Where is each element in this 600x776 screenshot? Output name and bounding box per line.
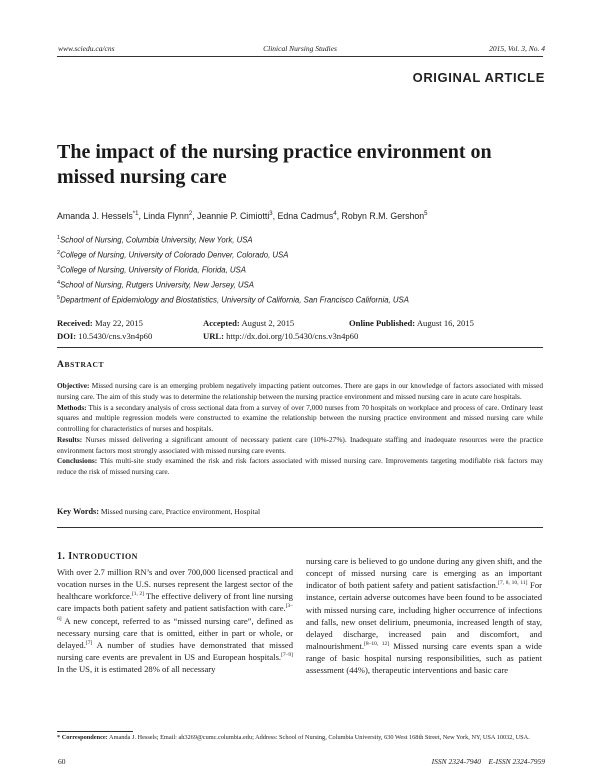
received-date [57,318,143,328]
affiliation-text: School of Nursing, Columbia University, New York, USA [60,235,253,245]
citation[interactable]: [1, 2] [131,591,144,598]
footnote-label: * Correspondence: [57,734,108,741]
page-number: 60 [58,757,66,766]
published-date [349,318,474,328]
citation[interactable]: [7, 8, 10, 11] [497,580,528,587]
objective-text: Missed nursing care is an emerging problem negatively impacting patient outcomes. There are gaps in our knowledge of factors associated with missed nursing care. The aim of this study was to determine the relationship between the nursing practice environment and missed nursing care in acute care hospitals. [57,381,543,401]
accepted-label: Accepted: [203,318,240,328]
body-text: For instance, certain adverse outcomes have been found to be associated with missed nursing care, including higher occurrence of infections and falls, new onset delirium, pneumonia, increased length of stay, delayed discharge, increased pain and discomfort, and malnourishment. [306,580,542,652]
article-url [203,331,358,341]
body-text: With over 2.7 million RN’s and over 700,000 licensed practical and vocation nurses in the U.S. nurses represent the largest sector of the healthcare workforce. [57,567,293,602]
body-text: In the US, it is estimated 28% of all necessary [57,664,216,675]
author-list: Amanda J. Hessels$^{*1}$, Linda Flynn$^2$, Jeannie P. Cimiotti$^3$, Edna Cadmus$^4$, Robyn R.M. Gershon$^5$ [57,211,428,221]
body-text: Missed nursing care events span a wide range of basic hospital nursing responsibilities, such as patient assessment (44%), therapeutic interventions and basic care [306,641,542,676]
accepted-value: August 2, 2015 [241,318,295,328]
published-value: August 16, 2015 [416,318,474,328]
journal-name: Clinical Nursing Studies [263,44,337,53]
doi-value: 10.5430/cns.v3n4p60 [78,331,153,341]
citation[interactable]: [3–6] [57,603,293,622]
affiliation-text: Department of Epidemiology and Biostatistics, University of California, San Francisco California, USA [60,295,409,305]
body-text: nursing care is believed to go undone during any given shift, and the concept of missed nursing care is emerging as an important indicator of both patient safety and patient satisfaction. [306,556,542,591]
affiliation-item [57,262,537,277]
keywords [57,507,260,516]
abstract-conclusions [57,456,543,478]
abstract-heading-initial: A [57,360,65,370]
affiliation-mark: 2 [57,249,61,256]
article-type-label: ORIGINAL ARTICLE [412,70,545,85]
author-affiliation-mark: 2 [188,211,193,218]
title-line-2: missed nursing care [57,166,227,188]
received-value: May 22, 2015 [94,318,143,328]
citation[interactable]: [8–10, 12] [364,641,390,648]
citation[interactable]: [7] [85,640,93,647]
footnote-text: Amanda J. Hessels; Email: ah3269@cumc.columbia.edu; Address: School of Nursing, Columbia University, 630 West 168th Street, New York, NY, USA 10032, USA. [109,734,530,741]
journal-volume: 2015, Vol. 3, No. 4 [489,44,545,53]
citation[interactable]: [7–9] [281,652,293,659]
received-label: Received: [57,318,93,328]
title-line-1: The impact of the nursing practice environment on [57,141,492,163]
author-name: Amanda J. Hessels [57,211,133,221]
section-heading-rest: NTRODUCTION [72,552,138,561]
author-affiliation-mark: 5 [424,211,428,218]
conclusions-label: Conclusions: [57,456,98,466]
correspondence-footnote [57,733,543,742]
affiliation-item [57,292,537,307]
methods-label: Methods: [57,402,87,412]
article-title [57,140,527,190]
body-column-left [57,566,293,675]
url-link[interactable]: http://dx.doi.org/10.5430/cns.v3n4p60 [226,331,359,341]
dates-rule [57,347,543,348]
results-label: Results: [57,434,83,444]
affiliation-mark: 1 [57,235,61,241]
author-affiliation-mark: 3 [269,211,273,218]
footnote-rule [57,731,133,732]
affiliation-list [57,232,537,306]
affiliation-item [57,277,537,292]
section-heading-initial: I [68,551,73,562]
section-heading-introduction [57,551,138,562]
results-text: Nurses missed delivering a significant amount of necessary patient care (10%-27%). Inadequate staffing and inadequate resources were the practice environment factors most strongly associated with missed nursing care events. [57,434,543,455]
body-column-right [306,555,542,677]
author-name: Jeannie P. Cimiotti [197,211,270,221]
journal-website[interactable]: www.sciedu.ca/cns [58,44,115,53]
affiliation-mark: 4 [57,279,61,286]
affiliation-text: School of Nursing, Rutgers University, New Jersey, USA [60,280,254,290]
published-label: Online Published: [349,318,416,328]
author-name: Robyn R.M. Gershon [341,211,425,221]
accepted-date [203,318,294,328]
section-number: 1. [57,551,66,562]
doi-label: DOI: [57,331,77,341]
author-affiliation-mark: *1 [132,211,139,218]
header-rule [57,56,543,57]
methods-text: This is a secondary analysis of cross sectional data from a survey of over 7,000 nurses from 70 hospitals on workplace and process of care. Ordinary least squares and multiple regression models were constructed to examine the relationship between the nursing practice environment and missed nursing care while controlling for characteristics of nurses and hospitals. [57,402,543,433]
abstract-heading-rest: BSTRACT [64,360,105,369]
abstract-results [57,435,543,457]
doi [57,331,152,341]
author-name: Linda Flynn [143,211,189,221]
affiliation-item [57,232,537,247]
issn: ISSN 2324-7940 E-ISSN 2324-7959 [431,757,545,766]
abstract-heading [57,360,104,370]
body-text: The effective delivery of front line nursing care impacts both patient safety and patient satisfaction with care. [57,591,293,614]
objective-label: Objective: [57,381,90,390]
abstract-rule [57,527,543,528]
affiliation-text: College of Nursing, University of Florida, Florida, USA [60,265,246,275]
abstract-methods [57,403,543,435]
affiliation-mark: 3 [57,264,61,271]
abstract-body [57,381,543,478]
body-text: A number of studies have demonstrated that missed nursing care events are prevalent in US and European hospitals. [57,639,293,663]
abstract-objective [57,381,543,403]
url-label: URL: [203,331,225,341]
body-text: A new concept, referred to as “missed nursing care”, defined as necessary nursing care that is omitted, either in part or whole, or delayed. [57,615,293,650]
author-name: Edna Cadmus [277,211,334,221]
affiliation-mark: 5 [57,294,61,301]
keywords-label: Key Words: [57,507,99,516]
keywords-text: Missed nursing care, Practice environment, Hospital [100,507,261,516]
affiliation-text: College of Nursing, University of Colorado Denver, Colorado, USA [60,250,289,260]
conclusions-text: This multi-site study examined the risk and risk factors associated with missed nursing care. Improvements targeting modifiable risk factors may reduce the risk of missed nursing care. [57,456,544,476]
author-affiliation-mark: 4 [333,211,337,218]
affiliation-item [57,247,537,262]
